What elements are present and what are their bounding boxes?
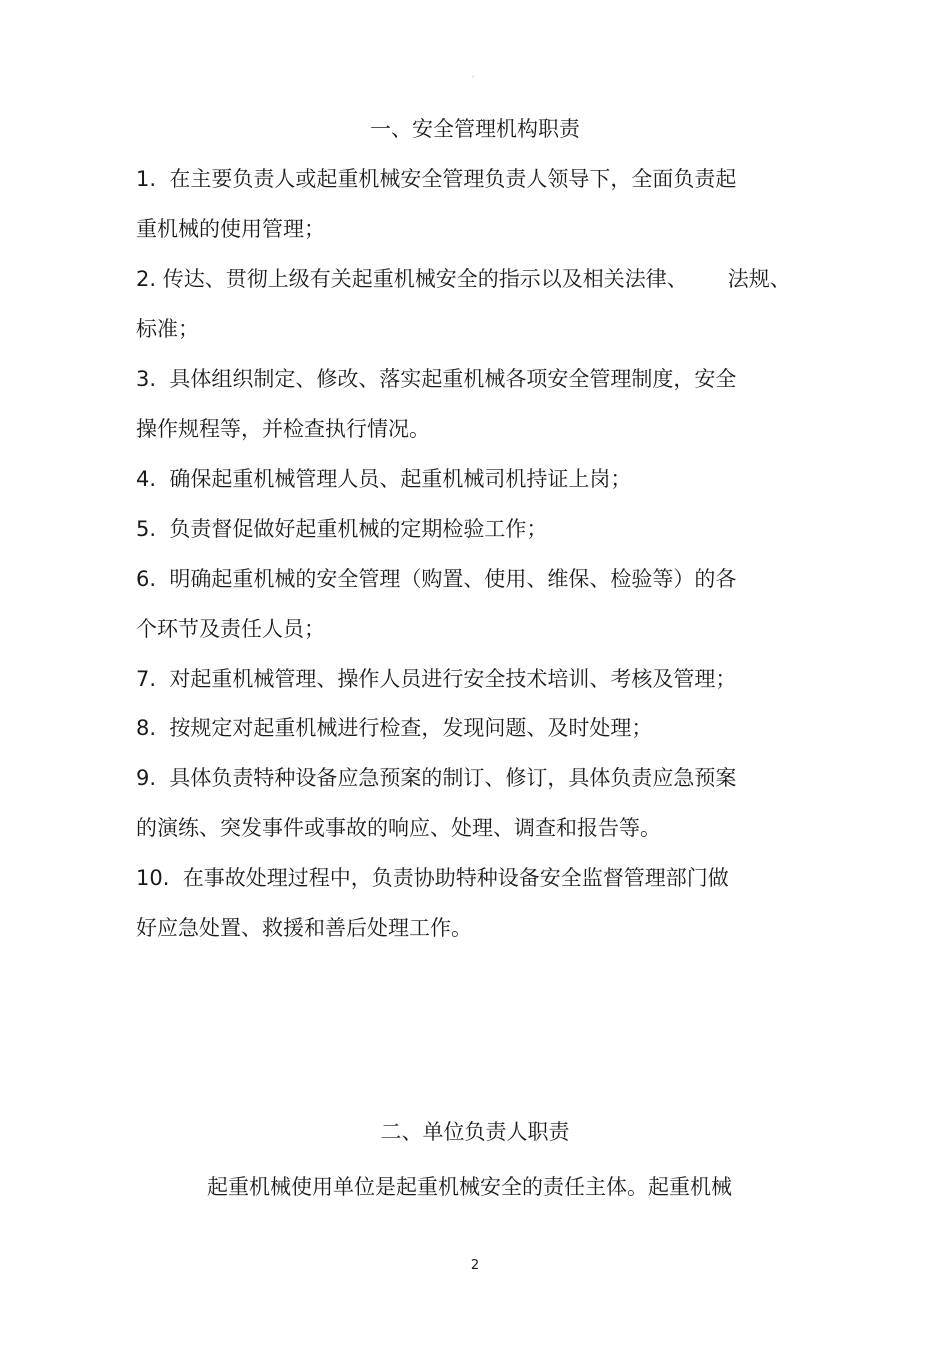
section-1-line: 10. 在事故处理过程中，负责协助特种设备安全监督管理部门做 (136, 866, 729, 890)
section-1-line: 4. 确保起重机械管理人员、起重机械司机持证上岗； (136, 467, 632, 491)
section-1-line: 好应急处置、救援和善后处理工作。 (136, 916, 472, 940)
section-1-line: 6. 明确起重机械的安全管理（购置、使用、维保、检验等）的各 (136, 567, 737, 591)
section-2-heading: 二、单位负责人职责 (380, 1120, 570, 1144)
section-1-line: 9. 具体负责特种设备应急预案的制订、修订，具体负责应急预案 (136, 766, 737, 790)
section-1-line: 7. 对起重机械管理、操作人员进行安全技术培训、考核及管理； (136, 667, 737, 691)
section-1-line: 的演练、突发事件或事故的响应、处理、调查和报告等。 (136, 816, 661, 840)
section-1-line: 操作规程等，并检查执行情况。 (136, 417, 430, 441)
page-number: 2 (470, 1258, 480, 1273)
section-1-line: 1. 在主要负责人或起重机械安全管理负责人领导下，全面负责起 (136, 167, 737, 191)
section-1-line: 8. 按规定对起重机械进行检查，发现问题、及时处理； (136, 716, 653, 740)
section-2-paragraph: 起重机械使用单位是起重机械安全的责任主体。起重机械 (207, 1175, 732, 1199)
header-mark: 。 (471, 72, 478, 79)
section-1-heading: 一、安全管理机构职责 (370, 117, 580, 141)
section-1-line: 标准； (136, 317, 199, 341)
section-1-line: 重机械的使用管理； (136, 217, 325, 241)
section-1-line: 2. 传达、贯彻上级有关起重机械安全的指示以及相关法律、 法规、 (136, 267, 791, 291)
section-1-line: 个环节及责任人员； (136, 617, 325, 641)
section-1-line: 3. 具体组织制定、修改、落实起重机械各项安全管理制度，安全 (136, 367, 737, 391)
section-1-line: 5. 负责督促做好起重机械的定期检验工作； (136, 517, 548, 541)
